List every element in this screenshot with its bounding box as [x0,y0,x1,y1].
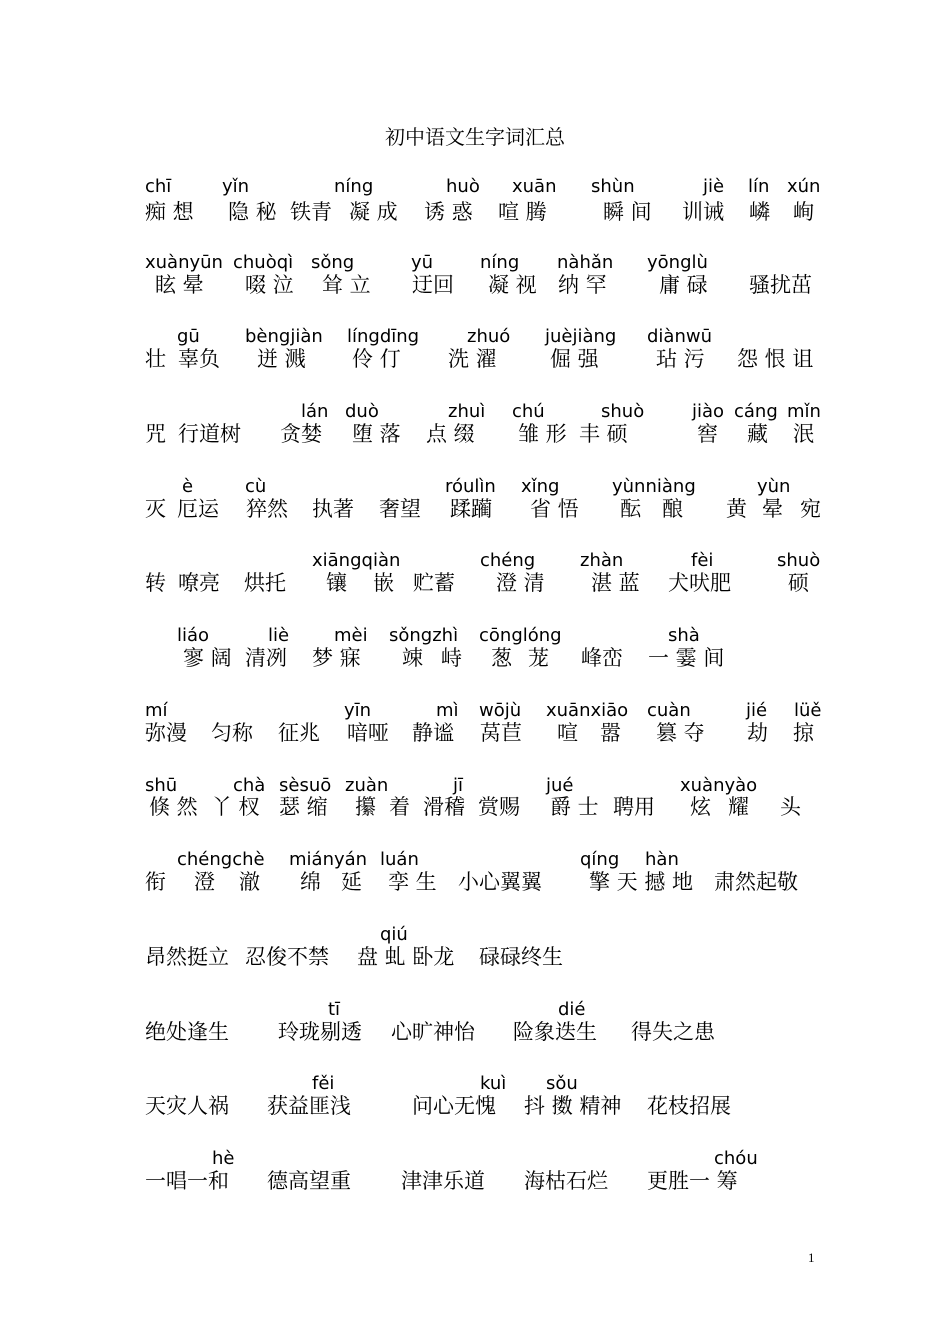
pinyin-annotation: lüě [794,700,822,721]
pinyin-annotation: yōnglù [647,252,708,273]
vocabulary-word: 嚣 [600,721,621,745]
pinyin-annotation: chóu [714,1148,758,1169]
vocabulary-word: 头 [780,795,801,819]
vocabulary-word: 掠 [793,721,814,745]
pinyin-annotation: dié [558,999,586,1020]
pinyin-annotation: róulìn [445,476,496,497]
vocabulary-word: 清冽 [245,646,287,670]
pinyin-annotation: shùn [591,176,635,197]
vocabulary-word: 眩 晕 [155,273,204,297]
vocabulary-word: 盘 虬 卧龙 [357,945,455,969]
pinyin-annotation: jiào [692,401,725,422]
vocabulary-word: 延 [341,870,362,894]
vocabulary-word: 玲珑剔透 [278,1020,362,1044]
vocabulary-word: 藏 [747,422,768,446]
page-title: 初中语文生字词汇总 [385,125,565,149]
vocabulary-word: 训诫 [682,200,724,224]
pinyin-annotation: yǐn [222,176,250,197]
vocabulary-word: 德高望重 [267,1169,351,1193]
vocabulary-word: 蹂躏 [450,497,492,521]
pinyin-annotation: shuò [777,550,821,571]
vocabulary-word: 酿 [662,497,683,521]
vocabulary-word: 酝 [620,497,641,521]
pinyin-annotation: juèjiàng [545,326,617,347]
vocabulary-word: 澄 清 [496,571,545,595]
pinyin-annotation: bèngjiàn [245,326,323,347]
pinyin-annotation: sǒng [311,252,355,273]
vocabulary-word: 海枯石烂 [524,1169,608,1193]
vocabulary-word: 烘托 [244,571,286,595]
pinyin-annotation: huò [446,176,480,197]
pinyin-annotation: jué [546,775,574,796]
pinyin-annotation: shà [668,625,700,646]
vocabulary-word: 凝 视 [488,273,537,297]
page-number: 1 [808,1250,815,1265]
pinyin-annotation: chà [233,775,266,796]
vocabulary-word: 行道树 [178,422,241,446]
pinyin-annotation: jié [746,700,768,721]
vocabulary-word: 耀 [728,795,749,819]
pinyin-annotation: kuì [480,1073,507,1094]
vocabulary-word: 问心无愧 [412,1094,496,1118]
pinyin-annotation: shuò [601,401,645,422]
pinyin-annotation: mèi [334,625,368,646]
pinyin-annotation: cuàn [647,700,691,721]
vocabulary-word: 骚扰茁 [749,273,812,297]
pinyin-annotation: luán [380,849,419,870]
vocabulary-word: 执著 [312,497,354,521]
vocabulary-word: 更胜一 筹 [647,1169,738,1193]
vocabulary-word: 竦 [402,646,423,670]
vocabulary-word: 倏 然 [149,795,198,819]
pinyin-annotation: wōjù [479,700,522,721]
vocabulary-word: 篡 夺 [656,721,705,745]
vocabulary-word: 嶙 [749,200,770,224]
vocabulary-word: 咒 [145,422,166,446]
vocabulary-word: 厄运 [177,497,219,521]
pinyin-annotation: duò [345,401,379,422]
vocabulary-word: 黄 [726,497,747,521]
pinyin-annotation: liáo [177,625,210,646]
pinyin-annotation: xuànyūn [145,252,223,273]
pinyin-annotation: zhàn [580,550,624,571]
vocabulary-word: 聘用 [613,795,655,819]
vocabulary-word: 壮 [145,347,166,371]
vocabulary-word: 一唱一和 [145,1169,229,1193]
vocabulary-word: 绝处逢生 [145,1020,229,1044]
vocabulary-word: 耸 立 [322,273,371,297]
vocabulary-word: 啜 泣 [245,273,294,297]
pinyin-annotation: tī [328,999,341,1020]
pinyin-annotation: níng [480,252,520,273]
vocabulary-word: 痴 想 [145,200,194,224]
pinyin-annotation: jiè [703,176,725,197]
vocabulary-word: 绵 [300,870,321,894]
vocabulary-word: 辜负 [178,347,220,371]
pinyin-annotation: xǐng [521,476,560,497]
vocabulary-word: 一 霎 间 [648,646,725,670]
vocabulary-word: 铁青 [290,200,332,224]
pinyin-annotation: qíng [580,849,620,870]
pinyin-annotation: mǐn [787,401,821,422]
vocabulary-word: 诱 惑 [424,200,473,224]
vocabulary-word: 昂然挺立 [145,945,229,969]
pinyin-annotation: zhuó [467,326,511,347]
pinyin-annotation: chéngchè [177,849,265,870]
pinyin-annotation: nàhǎn [557,252,614,273]
vocabulary-word: 静谧 [412,721,454,745]
pinyin-annotation: chú [512,401,545,422]
vocabulary-word: 宛 [800,497,821,521]
vocabulary-word: 小心翼翼 [458,870,542,894]
vocabulary-word: 窖 [697,422,718,446]
pinyin-annotation: chéng [480,550,536,571]
pinyin-annotation: xún [787,176,821,197]
vocabulary-word: 心旷神怡 [391,1020,475,1044]
pinyin-annotation: hàn [645,849,679,870]
vocabulary-word: 寥 阔 [183,646,232,670]
pinyin-annotation: yùn [757,476,791,497]
vocabulary-word: 劫 [747,721,768,745]
vocabulary-word: 镶 [326,571,347,595]
pinyin-annotation: zhuì [448,401,486,422]
vocabulary-word: 泯 [793,422,814,446]
vocabulary-word: 着 [389,795,410,819]
vocabulary-word: 庸 碌 [659,273,708,297]
vocabulary-word: 征兆 [278,721,320,745]
pinyin-annotation: cōnglóng [479,625,562,646]
pinyin-annotation: lán [301,401,329,422]
vocabulary-word: 获益匪浅 [267,1094,351,1118]
vocabulary-word: 硕 [788,571,809,595]
pinyin-annotation: diànwū [647,326,712,347]
vocabulary-word: 肃然起敬 [714,870,798,894]
vocabulary-word: 玷 污 [656,347,705,371]
vocabulary-word: 纳 罕 [558,273,607,297]
vocabulary-word: 堕 落 [352,422,401,446]
pinyin-annotation: liè [268,625,290,646]
pinyin-annotation: yū [411,252,434,273]
vocabulary-word: 抖 擞 精神 [524,1094,622,1118]
vocabulary-word: 犬吠肥 [668,571,731,595]
pinyin-annotation: hè [212,1148,235,1169]
vocabulary-word: 喑哑 [347,721,389,745]
vocabulary-word: 澄 [194,870,215,894]
pinyin-annotation: xuānxiāo [546,700,629,721]
pinyin-annotation: mì [436,700,459,721]
vocabulary-word: 匀称 [211,721,253,745]
pinyin-annotation: yīn [344,700,372,721]
vocabulary-word: 转 [145,571,166,595]
vocabulary-word: 津津乐道 [401,1169,485,1193]
vocabulary-word: 迂回 [412,273,454,297]
pinyin-annotation: xuànyào [680,775,758,796]
vocabulary-word: 喧 腾 [498,200,547,224]
pinyin-annotation: sǒu [546,1073,578,1094]
vocabulary-word: 赏赐 [478,795,520,819]
pinyin-annotation: xuān [512,176,557,197]
vocabulary-word: 澈 [239,870,260,894]
pinyin-annotation: chī [145,176,172,197]
pinyin-annotation: níng [334,176,374,197]
vocabulary-word: 嘹亮 [178,571,220,595]
vocabulary-word: 花枝招展 [647,1094,731,1118]
vocabulary-word: 贮蓄 [413,571,455,595]
vocabulary-word: 爵 士 [550,795,599,819]
vocabulary-word: 隐 秘 [228,200,277,224]
vocabulary-word: 雏 形 [518,422,567,446]
vocabulary-word: 炫 [690,795,711,819]
pinyin-annotation: jī [453,775,464,796]
vocabulary-word: 梦 寐 [312,646,361,670]
pinyin-annotation: cù [245,476,267,497]
vocabulary-word: 丫 杈 [211,795,260,819]
vocabulary-word: 点 缀 [426,422,475,446]
pinyin-annotation: língdīng [347,326,420,347]
vocabulary-word: 湛 蓝 [591,571,640,595]
pinyin-annotation: cáng [734,401,778,422]
pinyin-annotation: zuàn [345,775,389,796]
vocabulary-word: 怨 恨 诅 [737,347,814,371]
vocabulary-word: 猝然 [246,497,288,521]
vocabulary-word: 忍俊不禁 [245,945,329,969]
vocabulary-word: 峙 [441,646,462,670]
vocabulary-word: 得失之患 [631,1020,715,1044]
vocabulary-word: 峋 [793,200,814,224]
pinyin-annotation: qiú [380,924,408,945]
pinyin-annotation: sèsuō [279,775,332,796]
vocabulary-word: 洗 濯 [448,347,497,371]
vocabulary-word: 瑟 缩 [279,795,328,819]
vocabulary-word: 喧 [557,721,578,745]
vocabulary-word: 碌碌终生 [479,945,563,969]
vocabulary-word: 伶 仃 [352,347,401,371]
vocabulary-word: 天灾人祸 [145,1094,229,1118]
pinyin-annotation: mí [145,700,168,721]
pinyin-annotation: lín [748,176,770,197]
vocabulary-word: 嵌 [373,571,394,595]
vocabulary-word: 奢望 [379,497,421,521]
vocabulary-word: 迸 溅 [257,347,306,371]
vocabulary-word: 凝 成 [349,200,398,224]
pinyin-annotation: sǒngzhì [389,625,459,646]
pinyin-annotation: miányán [289,849,368,870]
vocabulary-word: 峰峦 [581,646,623,670]
vocabulary-word: 弥漫 [145,721,187,745]
vocabulary-word: 省 悟 [530,497,579,521]
vocabulary-word: 倔 强 [550,347,599,371]
vocabulary-word: 莴苣 [480,721,522,745]
vocabulary-word: 茏 [528,646,549,670]
pinyin-annotation: fèi [691,550,714,571]
vocabulary-word: 灭 [145,497,166,521]
vocabulary-word: 险象迭生 [513,1020,597,1044]
pinyin-annotation: chuòqì [233,252,294,273]
vocabulary-word: 孪 生 [388,870,437,894]
pinyin-annotation: gū [177,326,200,347]
vocabulary-word: 丰 硕 [579,422,628,446]
vocabulary-word: 贪婪 [280,422,322,446]
pinyin-annotation: fěi [312,1073,335,1094]
vocabulary-word: 瞬 间 [603,200,652,224]
vocabulary-word: 擎 天 撼 地 [589,870,694,894]
vocabulary-word: 滑稽 [423,795,465,819]
pinyin-annotation: xiāngqiàn [312,550,401,571]
pinyin-annotation: è [182,476,194,497]
pinyin-annotation: yùnniàng [612,476,696,497]
pinyin-annotation: shū [145,775,178,796]
vocabulary-word: 葱 [491,646,512,670]
vocabulary-word: 攥 [355,795,376,819]
vocabulary-word: 衔 [145,870,166,894]
vocabulary-word: 晕 [762,497,783,521]
